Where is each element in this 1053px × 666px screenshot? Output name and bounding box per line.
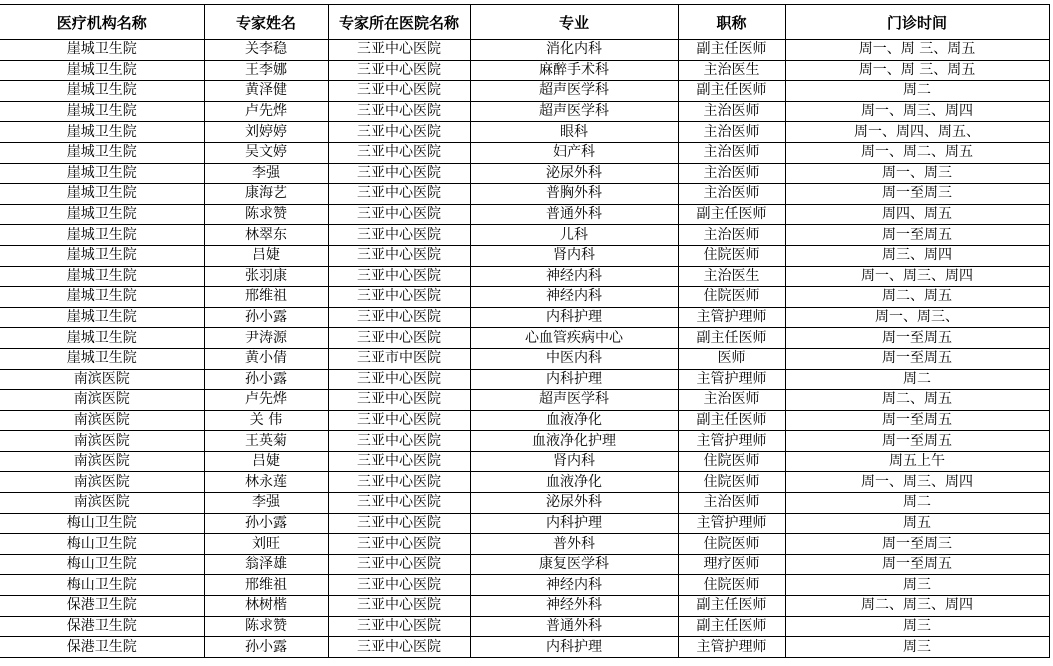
title-header: 职称 bbox=[678, 5, 785, 40]
expert-name-cell: 卢先烨 bbox=[204, 390, 328, 411]
expert-name-cell: 黄泽健 bbox=[204, 81, 328, 102]
table-row bbox=[0, 348, 1049, 369]
clinic-time-cell: 周一至周五 bbox=[785, 225, 1049, 246]
table-row bbox=[0, 328, 1049, 349]
expert-hospital-cell: 三亚中心医院 bbox=[328, 184, 470, 205]
expert-name-cell: 翁泽雄 bbox=[204, 554, 328, 575]
institution-cell: 崖城卫生院 bbox=[0, 348, 204, 369]
clinic-time-cell: 周一至周三 bbox=[785, 534, 1049, 555]
table-row bbox=[0, 122, 1049, 143]
expert-name-header: 专家姓名 bbox=[204, 5, 328, 40]
specialty-cell: 肾内科 bbox=[470, 451, 678, 472]
clinic-time-cell: 周二 bbox=[785, 81, 1049, 102]
expert-name-cell: 孙小露 bbox=[204, 369, 328, 390]
title-cell: 主管护理师 bbox=[678, 513, 785, 534]
expert-hospital-cell: 三亚中心医院 bbox=[328, 637, 470, 658]
clinic-time-header: 门诊时间 bbox=[785, 5, 1049, 40]
expert-name-cell: 孙小露 bbox=[204, 307, 328, 328]
institution-cell: 南滨医院 bbox=[0, 369, 204, 390]
table-row bbox=[0, 81, 1049, 102]
expert-hospital-cell: 三亚中心医院 bbox=[328, 616, 470, 637]
title-cell: 住院医师 bbox=[678, 534, 785, 555]
institution-cell: 崖城卫生院 bbox=[0, 287, 204, 308]
institution-cell: 保港卫生院 bbox=[0, 616, 204, 637]
table-row bbox=[0, 245, 1049, 266]
institution-cell: 保港卫生院 bbox=[0, 596, 204, 617]
clinic-time-cell: 周五上午 bbox=[785, 451, 1049, 472]
expert-hospital-cell: 三亚中心医院 bbox=[328, 245, 470, 266]
specialty-cell: 内科护理 bbox=[470, 513, 678, 534]
institution-cell: 崖城卫生院 bbox=[0, 142, 204, 163]
title-cell: 主治医师 bbox=[678, 493, 785, 514]
expert-hospital-cell: 三亚中心医院 bbox=[328, 328, 470, 349]
specialty-cell: 血液净化 bbox=[470, 472, 678, 493]
table-row bbox=[0, 369, 1049, 390]
expert-hospital-cell: 三亚中心医院 bbox=[328, 493, 470, 514]
title-cell: 主治医师 bbox=[678, 184, 785, 205]
clinic-time-cell: 周一、周三、 bbox=[785, 307, 1049, 328]
institution-cell: 保港卫生院 bbox=[0, 637, 204, 658]
expert-name-cell: 李强 bbox=[204, 163, 328, 184]
expert-name-cell: 尹涛源 bbox=[204, 328, 328, 349]
institution-cell: 崖城卫生院 bbox=[0, 204, 204, 225]
title-cell: 主治医生 bbox=[678, 60, 785, 81]
expert-name-cell: 李强 bbox=[204, 493, 328, 514]
title-cell: 主治医师 bbox=[678, 225, 785, 246]
expert-hospital-cell: 三亚中心医院 bbox=[328, 410, 470, 431]
clinic-time-cell: 周一至周五 bbox=[785, 554, 1049, 575]
expert-name-cell: 孙小露 bbox=[204, 513, 328, 534]
institution-cell: 梅山卫生院 bbox=[0, 554, 204, 575]
clinic-time-cell: 周一至周五 bbox=[785, 410, 1049, 431]
title-cell: 副主任医师 bbox=[678, 596, 785, 617]
expert-name-cell: 康海艺 bbox=[204, 184, 328, 205]
title-cell: 理疗医师 bbox=[678, 554, 785, 575]
expert-hospital-cell: 三亚中心医院 bbox=[328, 287, 470, 308]
specialty-cell: 妇产科 bbox=[470, 142, 678, 163]
title-cell: 主管护理师 bbox=[678, 307, 785, 328]
title-cell: 副主任医师 bbox=[678, 616, 785, 637]
expert-hospital-header: 专家所在医院名称 bbox=[328, 5, 470, 40]
institution-cell: 南滨医院 bbox=[0, 431, 204, 452]
expert-name-cell: 邢维祖 bbox=[204, 287, 328, 308]
clinic-time-cell: 周三 bbox=[785, 575, 1049, 596]
expert-hospital-cell: 三亚中心医院 bbox=[328, 225, 470, 246]
table-row bbox=[0, 266, 1049, 287]
specialty-header: 专业 bbox=[470, 5, 678, 40]
expert-hospital-cell: 三亚中心医院 bbox=[328, 390, 470, 411]
table-row bbox=[0, 410, 1049, 431]
expert-name-cell: 张羽康 bbox=[204, 266, 328, 287]
title-cell: 医师 bbox=[678, 348, 785, 369]
expert-hospital-cell: 三亚中心医院 bbox=[328, 513, 470, 534]
institution-cell: 南滨医院 bbox=[0, 493, 204, 514]
clinic-time-cell: 周一、周三、周四 bbox=[785, 101, 1049, 122]
specialty-cell: 中医内科 bbox=[470, 348, 678, 369]
table-row bbox=[0, 513, 1049, 534]
header-row bbox=[0, 5, 1049, 40]
clinic-time-cell: 周二 bbox=[785, 369, 1049, 390]
expert-name-cell: 黄小倩 bbox=[204, 348, 328, 369]
table-row bbox=[0, 142, 1049, 163]
specialty-cell: 血液净化 bbox=[470, 410, 678, 431]
institution-cell: 崖城卫生院 bbox=[0, 122, 204, 143]
specialty-cell: 超声医学科 bbox=[470, 81, 678, 102]
institution-cell: 崖城卫生院 bbox=[0, 101, 204, 122]
clinic-time-cell: 周一至周五 bbox=[785, 431, 1049, 452]
table-row bbox=[0, 287, 1049, 308]
institution-cell: 崖城卫生院 bbox=[0, 328, 204, 349]
expert-name-cell: 刘旺 bbox=[204, 534, 328, 555]
title-cell: 主治医生 bbox=[678, 266, 785, 287]
clinic-time-cell: 周一至周五 bbox=[785, 348, 1049, 369]
expert-hospital-cell: 三亚中心医院 bbox=[328, 101, 470, 122]
institution-cell: 崖城卫生院 bbox=[0, 266, 204, 287]
expert-hospital-cell: 三亚中心医院 bbox=[328, 204, 470, 225]
expert-hospital-cell: 三亚中心医院 bbox=[328, 266, 470, 287]
clinic-time-cell: 周五 bbox=[785, 513, 1049, 534]
institution-cell: 南滨医院 bbox=[0, 451, 204, 472]
specialty-cell: 神经内科 bbox=[470, 266, 678, 287]
table-row bbox=[0, 596, 1049, 617]
clinic-time-cell: 周一、周三、周四 bbox=[785, 266, 1049, 287]
table-row bbox=[0, 390, 1049, 411]
title-cell: 主治医师 bbox=[678, 101, 785, 122]
expert-name-cell: 孙小露 bbox=[204, 637, 328, 658]
clinic-time-cell: 周四、周五 bbox=[785, 204, 1049, 225]
table-row bbox=[0, 184, 1049, 205]
institution-cell: 南滨医院 bbox=[0, 410, 204, 431]
expert-name-cell: 吕婕 bbox=[204, 451, 328, 472]
clinic-time-cell: 周一、周三 bbox=[785, 163, 1049, 184]
expert-hospital-cell: 三亚中心医院 bbox=[328, 472, 470, 493]
expert-name-cell: 林永莲 bbox=[204, 472, 328, 493]
expert-name-cell: 陈求赞 bbox=[204, 204, 328, 225]
title-cell: 主治医师 bbox=[678, 142, 785, 163]
expert-hospital-cell: 三亚中心医院 bbox=[328, 60, 470, 81]
clinic-time-cell: 周一、周 三、周五 bbox=[785, 60, 1049, 81]
specialty-cell: 泌尿外科 bbox=[470, 163, 678, 184]
specialty-cell: 内科护理 bbox=[470, 369, 678, 390]
clinic-time-cell: 周一、周四、周五、 bbox=[785, 122, 1049, 143]
expert-name-cell: 刘婷婷 bbox=[204, 122, 328, 143]
expert-name-cell: 吕婕 bbox=[204, 245, 328, 266]
table-row bbox=[0, 101, 1049, 122]
specialty-cell: 普通外科 bbox=[470, 616, 678, 637]
specialty-cell: 神经外科 bbox=[470, 596, 678, 617]
expert-name-cell: 王李娜 bbox=[204, 60, 328, 81]
specialty-cell: 超声医学科 bbox=[470, 390, 678, 411]
clinic-time-cell: 周二 bbox=[785, 493, 1049, 514]
specialty-cell: 内科护理 bbox=[470, 307, 678, 328]
expert-hospital-cell: 三亚中心医院 bbox=[328, 307, 470, 328]
specialty-cell: 肾内科 bbox=[470, 245, 678, 266]
expert-hospital-cell: 三亚中心医院 bbox=[328, 596, 470, 617]
title-cell: 主管护理师 bbox=[678, 431, 785, 452]
specialty-cell: 超声医学科 bbox=[470, 101, 678, 122]
clinic-time-cell: 周三 bbox=[785, 637, 1049, 658]
expert-name-cell: 邢维祖 bbox=[204, 575, 328, 596]
specialty-cell: 消化内科 bbox=[470, 40, 678, 61]
clinic-time-cell: 周二、周五 bbox=[785, 287, 1049, 308]
institution-cell: 崖城卫生院 bbox=[0, 245, 204, 266]
expert-hospital-cell: 三亚中心医院 bbox=[328, 81, 470, 102]
institution-cell: 崖城卫生院 bbox=[0, 163, 204, 184]
title-cell: 主治医师 bbox=[678, 163, 785, 184]
table-row bbox=[0, 40, 1049, 61]
clinic-time-cell: 周二、周三、周四 bbox=[785, 596, 1049, 617]
specialty-cell: 普胸外科 bbox=[470, 184, 678, 205]
institution-cell: 崖城卫生院 bbox=[0, 225, 204, 246]
clinic-time-cell: 周一至周五 bbox=[785, 328, 1049, 349]
expert-name-cell: 卢先烨 bbox=[204, 101, 328, 122]
title-cell: 副主任医师 bbox=[678, 40, 785, 61]
table-row bbox=[0, 472, 1049, 493]
expert-name-cell: 关 伟 bbox=[204, 410, 328, 431]
expert-hospital-cell: 三亚中心医院 bbox=[328, 122, 470, 143]
expert-name-cell: 王英菊 bbox=[204, 431, 328, 452]
expert-hospital-cell: 三亚中心医院 bbox=[328, 142, 470, 163]
table-row bbox=[0, 493, 1049, 514]
expert-hospital-cell: 三亚中心医院 bbox=[328, 369, 470, 390]
specialty-cell: 血液净化护理 bbox=[470, 431, 678, 452]
table-row bbox=[0, 451, 1049, 472]
table-row bbox=[0, 554, 1049, 575]
specialty-cell: 麻醉手术科 bbox=[470, 60, 678, 81]
expert-hospital-cell: 三亚市中医院 bbox=[328, 348, 470, 369]
title-cell: 住院医师 bbox=[678, 451, 785, 472]
specialty-cell: 神经内科 bbox=[470, 287, 678, 308]
clinic-time-cell: 周一、周三、周四 bbox=[785, 472, 1049, 493]
expert-hospital-cell: 三亚中心医院 bbox=[328, 40, 470, 61]
table-row bbox=[0, 225, 1049, 246]
table-body bbox=[0, 40, 1049, 658]
specialty-cell: 普通外科 bbox=[470, 204, 678, 225]
expert-hospital-cell: 三亚中心医院 bbox=[328, 534, 470, 555]
title-cell: 主治医师 bbox=[678, 390, 785, 411]
title-cell: 副主任医师 bbox=[678, 204, 785, 225]
title-cell: 主管护理师 bbox=[678, 637, 785, 658]
table-row bbox=[0, 637, 1049, 658]
schedule-table-wrapper bbox=[0, 4, 1049, 658]
title-cell: 住院医师 bbox=[678, 575, 785, 596]
institution-cell: 崖城卫生院 bbox=[0, 307, 204, 328]
clinic-time-cell: 周三 bbox=[785, 616, 1049, 637]
clinic-time-cell: 周二、周五 bbox=[785, 390, 1049, 411]
expert-hospital-cell: 三亚中心医院 bbox=[328, 431, 470, 452]
title-cell: 副主任医师 bbox=[678, 328, 785, 349]
table-row bbox=[0, 204, 1049, 225]
expert-hospital-cell: 三亚中心医院 bbox=[328, 451, 470, 472]
specialty-cell: 泌尿外科 bbox=[470, 493, 678, 514]
specialty-cell: 儿科 bbox=[470, 225, 678, 246]
institution-cell: 崖城卫生院 bbox=[0, 60, 204, 81]
table-row bbox=[0, 307, 1049, 328]
expert-name-cell: 陈求赞 bbox=[204, 616, 328, 637]
table-row bbox=[0, 60, 1049, 81]
expert-name-cell: 关李稳 bbox=[204, 40, 328, 61]
expert-name-cell: 吴文婷 bbox=[204, 142, 328, 163]
title-cell: 住院医师 bbox=[678, 245, 785, 266]
expert-hospital-cell: 三亚中心医院 bbox=[328, 163, 470, 184]
institution-header: 医疗机构名称 bbox=[0, 5, 204, 40]
institution-cell: 梅山卫生院 bbox=[0, 534, 204, 555]
clinic-time-cell: 周一至周三 bbox=[785, 184, 1049, 205]
specialty-cell: 神经内科 bbox=[470, 575, 678, 596]
expert-name-cell: 林树楷 bbox=[204, 596, 328, 617]
expert-hospital-cell: 三亚中心医院 bbox=[328, 554, 470, 575]
institution-cell: 南滨医院 bbox=[0, 472, 204, 493]
institution-cell: 崖城卫生院 bbox=[0, 81, 204, 102]
table-row bbox=[0, 616, 1049, 637]
specialty-cell: 心血管疾病中心 bbox=[470, 328, 678, 349]
expert-hospital-cell: 三亚中心医院 bbox=[328, 575, 470, 596]
specialty-cell: 眼科 bbox=[470, 122, 678, 143]
expert-schedule-table bbox=[0, 4, 1050, 658]
table-row bbox=[0, 534, 1049, 555]
institution-cell: 南滨医院 bbox=[0, 390, 204, 411]
table-row bbox=[0, 431, 1049, 452]
title-cell: 主治医师 bbox=[678, 122, 785, 143]
title-cell: 住院医师 bbox=[678, 287, 785, 308]
specialty-cell: 普外科 bbox=[470, 534, 678, 555]
clinic-time-cell: 周三、周四 bbox=[785, 245, 1049, 266]
title-cell: 住院医师 bbox=[678, 472, 785, 493]
title-cell: 副主任医师 bbox=[678, 410, 785, 431]
specialty-cell: 康复医学科 bbox=[470, 554, 678, 575]
institution-cell: 崖城卫生院 bbox=[0, 184, 204, 205]
expert-name-cell: 林翠东 bbox=[204, 225, 328, 246]
institution-cell: 梅山卫生院 bbox=[0, 575, 204, 596]
table-row bbox=[0, 163, 1049, 184]
institution-cell: 崖城卫生院 bbox=[0, 40, 204, 61]
specialty-cell: 内科护理 bbox=[470, 637, 678, 658]
institution-cell: 梅山卫生院 bbox=[0, 513, 204, 534]
clinic-time-cell: 周一、周二、周五 bbox=[785, 142, 1049, 163]
table-row bbox=[0, 575, 1049, 596]
title-cell: 副主任医师 bbox=[678, 81, 785, 102]
clinic-time-cell: 周一、周 三、周五 bbox=[785, 40, 1049, 61]
title-cell: 主管护理师 bbox=[678, 369, 785, 390]
